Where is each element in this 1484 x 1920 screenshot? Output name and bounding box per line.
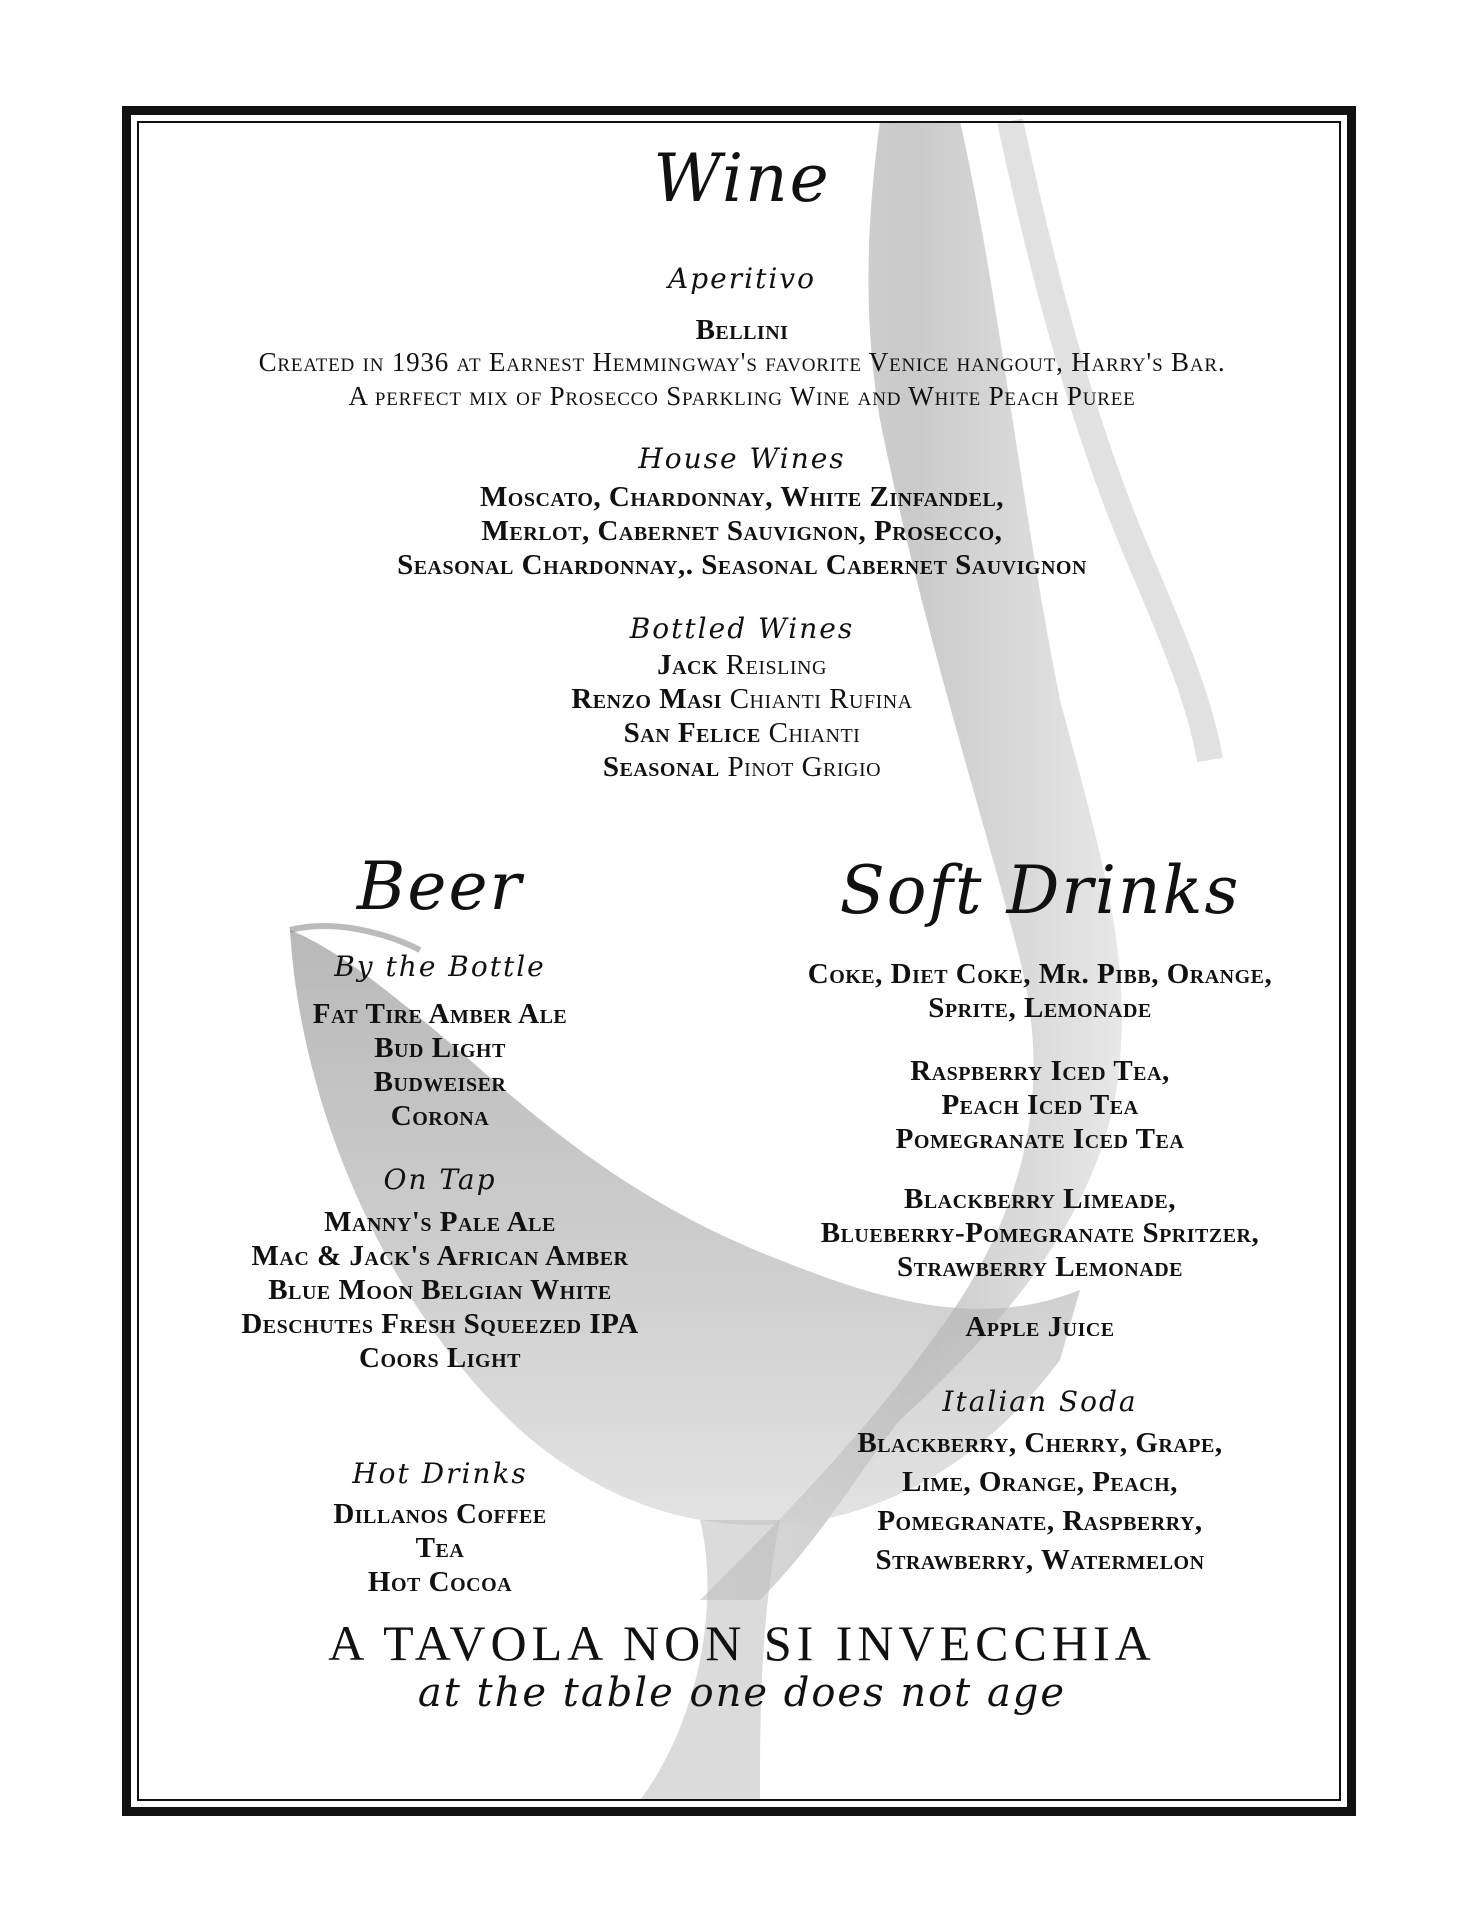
soft-drink-line: Strawberry Lemonade	[897, 1251, 1183, 1283]
italian-soda-line: Pomegranate, Raspberry,	[877, 1505, 1203, 1537]
bottled-wine-name: Pinot Grigio	[727, 751, 882, 783]
bottled-wine-name: Chianti Rufina	[729, 683, 913, 715]
hot-drink-item: Hot Cocoa	[367, 1566, 513, 1598]
italian-soda-line: Lime, Orange, Peach,	[902, 1466, 1178, 1498]
tap-beer-item: Deschutes Fresh Squeezed IPA	[241, 1308, 639, 1340]
bottled-wine-maker: Jack	[657, 649, 719, 681]
on-tap-heading: On Tap	[383, 1163, 497, 1196]
bottled-wine-name: Reisling	[725, 649, 827, 681]
soft-drinks-heading: Soft Drinks	[839, 852, 1241, 929]
soft-drink-line: Raspberry Iced Tea,	[910, 1055, 1170, 1087]
soft-drink-line: Blueberry-Pomegranate Spritzer,	[820, 1217, 1260, 1249]
bottled-wine-maker: Seasonal	[602, 751, 720, 783]
motto-text: A TAVOLA NON SI INVECCHIA	[328, 1615, 1156, 1671]
bottled-wine-item	[0, 682, 1484, 716]
bellini-description-1: Created in 1936 at Earnest Hemmingway's favorite Venice hangout, Harry's Bar.	[258, 347, 1226, 377]
italian-soda-heading: Italian Soda	[942, 1385, 1138, 1418]
house-wines-line: Moscato, Chardonnay, White Zinfandel,	[479, 481, 1005, 513]
by-the-bottle-heading: By the Bottle	[334, 950, 546, 983]
aperitivo-heading: Aperitivo	[668, 262, 816, 295]
tap-beer-item: Blue Moon Belgian White	[268, 1274, 612, 1306]
soft-drink-line: Apple Juice	[965, 1311, 1115, 1343]
bottle-beer-item: Budweiser	[373, 1066, 507, 1098]
beer-heading: Beer	[356, 848, 524, 925]
soft-drink-line: Sprite, Lemonade	[928, 992, 1152, 1024]
bottle-beer-item: Corona	[390, 1100, 490, 1132]
bottled-wines-heading: Bottled Wines	[629, 612, 855, 645]
soft-drinks-group	[760, 1310, 1320, 1344]
house-wines-line: Merlot, Cabernet Sauvignon, Prosecco,	[481, 515, 1003, 547]
bottled-wine-maker: San Felice	[623, 717, 761, 749]
tap-beer-list	[160, 1205, 720, 1375]
house-wines-heading: House Wines	[638, 442, 846, 475]
bottle-beer-item: Fat Tire Amber Ale	[312, 998, 568, 1030]
tap-beer-item: Manny's Pale Ale	[324, 1206, 556, 1238]
soft-drink-line: Peach Iced Tea	[941, 1089, 1139, 1121]
soft-drink-line: Coke, Diet Coke, Mr. Pibb, Orange,	[807, 958, 1273, 990]
hot-drinks-list	[190, 1497, 690, 1599]
italian-soda-line: Blackberry, Cherry, Grape,	[857, 1427, 1223, 1459]
soft-drink-line: Blackberry Limeade,	[903, 1183, 1176, 1215]
soft-drinks-group	[760, 957, 1320, 1025]
bottle-beer-list	[190, 997, 690, 1133]
house-wines-line: Seasonal Chardonnay,. Seasonal Cabernet Sauvignon	[397, 549, 1087, 581]
bellini-description-2: A perfect mix of Prosecco Sparkling Wine and White Peach Puree	[348, 381, 1136, 411]
bottled-wines-list	[0, 648, 1484, 784]
house-wines-list	[0, 480, 1484, 582]
bottled-wine-name: Chianti	[768, 717, 861, 749]
motto-translation: at the table one does not age	[417, 1670, 1067, 1716]
bottle-beer-item: Bud Light	[374, 1032, 506, 1064]
tap-beer-item: Coors Light	[359, 1342, 521, 1374]
bottled-wine-item	[0, 648, 1484, 682]
bellini-item: Bellini	[695, 314, 789, 346]
soft-drinks-group	[760, 1054, 1320, 1156]
italian-soda-line: Strawberry, Watermelon	[875, 1544, 1205, 1576]
soft-drink-line: Pomegranate Iced Tea	[895, 1123, 1185, 1155]
hot-drinks-heading: Hot Drinks	[352, 1457, 528, 1490]
soft-drinks-group	[760, 1182, 1320, 1284]
bottled-wine-item	[0, 716, 1484, 750]
tap-beer-item: Mac & Jack's African Amber	[251, 1240, 629, 1272]
bottled-wine-maker: Renzo Masi	[571, 683, 722, 715]
hot-drink-item: Tea	[415, 1532, 465, 1564]
italian-soda-list	[760, 1424, 1320, 1580]
bottled-wine-item	[0, 750, 1484, 784]
hot-drink-item: Dillanos Coffee	[333, 1498, 547, 1530]
wine-heading: Wine	[653, 140, 831, 217]
